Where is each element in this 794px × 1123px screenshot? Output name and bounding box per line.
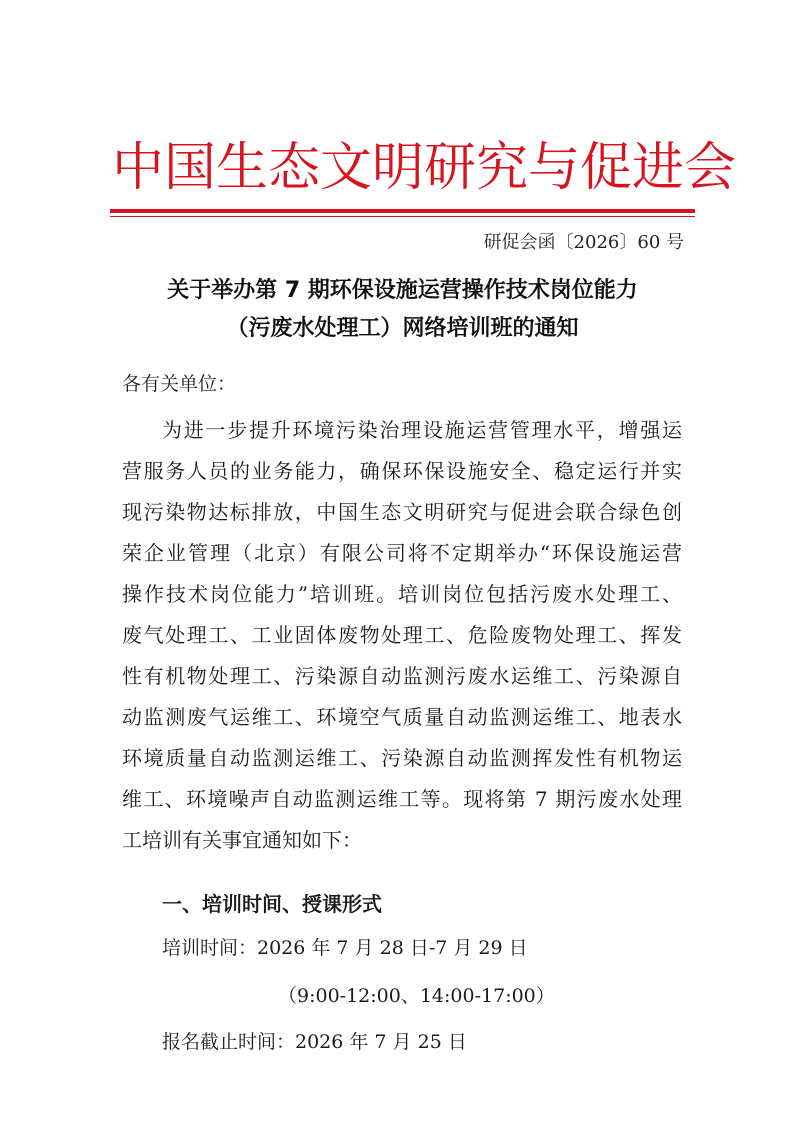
paragraph-line: 环境质量自动监测运维工、污染源自动监测挥发性有机物运 [122, 746, 682, 770]
paragraph-line: 营服务人员的业务能力，确保环保设施安全、稳定运行并实 [122, 459, 682, 483]
paragraph-line: 操作技术岗位能力”培训班。培训岗位包括污废水处理工、 [122, 582, 682, 606]
paragraph-line: 维工、环境噪声自动监测运维工等。现将第 7 期污废水处理 [122, 787, 682, 811]
document-title-line-2: （污废水处理工）网络培训班的通知 [226, 316, 579, 341]
paragraph-line: 工培训有关事宜通知如下： [122, 828, 362, 852]
paragraph-line: 动监测废气运维工、环境空气质量自动监测运维工、地表水 [122, 705, 682, 729]
header-divider-thick [110, 209, 695, 213]
header-divider-thin [110, 216, 695, 217]
document-title-line-1: 关于举办第 7 期环保设施运营操作技术岗位能力 [167, 278, 638, 303]
paragraph-line: 性有机物处理工、污染源自动监测污废水运维工、污染源自 [122, 664, 682, 688]
salutation: 各有关单位： [122, 373, 237, 395]
registration-deadline: 报名截止时间：2026 年 7 月 25 日 [162, 1031, 467, 1053]
organization-name: 中国生态文明研究与促进会 [112, 138, 737, 198]
training-time: 培训时间：2026 年 7 月 28 日-7 月 29 日 [162, 937, 528, 959]
paragraph-line: 荣企业管理（北京）有限公司将不定期举办“环保设施运营 [122, 541, 682, 565]
paragraph-line: 为进一步提升环境污染治理设施运营管理水平，增强运 [162, 418, 682, 442]
section-heading-training-time: 一、培训时间、授课形式 [162, 892, 382, 916]
document-title [110, 272, 695, 348]
paragraph-line: 废气处理工、工业固体废物处理工、危险废物处理工、挥发 [122, 623, 682, 647]
training-hours: （9:00-12:00、14:00-17:00） [278, 985, 555, 1007]
paragraph-line: 现污染物达标排放，中国生态文明研究与促进会联合绿色创 [122, 500, 682, 524]
document-number: 研促会函〔2026〕60 号 [483, 232, 684, 253]
body-paragraph [122, 410, 682, 861]
